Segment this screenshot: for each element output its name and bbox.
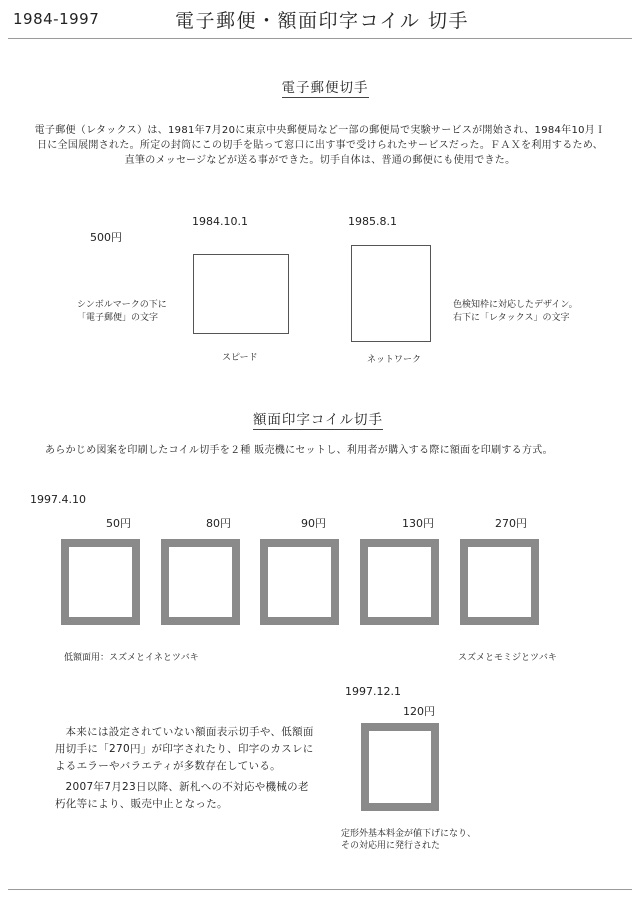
stamp-note-speed bbox=[77, 299, 167, 325]
value-label-120: 120円 bbox=[403, 705, 435, 718]
section-title-electronic-mail bbox=[5, 76, 640, 96]
stamp-frame-network bbox=[351, 245, 431, 342]
stamp-name-speed: スピード bbox=[222, 353, 258, 363]
value-label-80: 80円 bbox=[206, 517, 231, 530]
stamp-frame-120 bbox=[361, 723, 439, 811]
page-title: 電子郵便・額面印字コイル 切手 bbox=[175, 10, 469, 32]
value-label-130: 130円 bbox=[402, 517, 434, 530]
value-label-50: 50円 bbox=[106, 517, 131, 530]
denomination-label: 500円 bbox=[90, 231, 122, 244]
section-intro-coil-stamps: あらかじめ図案を印刷したコイル切手を２種 販売機にセットし、利用者が購入する際に額面を印刷する方式。 bbox=[45, 445, 553, 456]
note-line: 定形外基本料金が値下げになり、 bbox=[341, 829, 477, 839]
stamp-name-network: ネットワーク bbox=[367, 355, 422, 365]
footer-divider bbox=[8, 889, 632, 890]
section-intro-electronic-mail: 電子郵便（レタックス）は、1981年7月20に東京中央郵便局など一部の郵便局で実験サービスが開始され、1984年10月Ｉ日に全国展開された。所定の封筒にこの切手を貼って窓口に出す事で受けられたサービスだった。ＦＡＸを利用するため、直筆のメッセージなどが送る事ができた。切手自体は、普通の郵便にも使用できた。 bbox=[34, 125, 606, 166]
discontinuation-note: 2007年7月23日以降、新札への不対応や機械の老朽化等により、販売中止となった。 bbox=[55, 781, 309, 810]
stamp-frame-speed bbox=[193, 254, 289, 334]
value-label-270: 270円 bbox=[495, 517, 527, 530]
section-title-coil-stamps bbox=[0, 408, 638, 428]
stamp-frame-80 bbox=[161, 539, 240, 625]
header-divider bbox=[8, 38, 632, 39]
issue-date-coil-2: 1997.12.1 bbox=[345, 685, 401, 698]
note-line: 「電子郵便」の文字 bbox=[77, 313, 159, 323]
section-title-text: 額面印字コイル切手 bbox=[252, 412, 384, 428]
issue2-note bbox=[341, 828, 476, 852]
value-label-90: 90円 bbox=[301, 517, 326, 530]
stamp-frame-50 bbox=[61, 539, 140, 625]
note-line: その対応用に発行された bbox=[341, 841, 441, 851]
stamp-frame-90 bbox=[260, 539, 339, 625]
design-label-low-value: 低額面用：スズメとイネとツバキ bbox=[64, 653, 199, 663]
issue-date-coil-1: 1997.4.10 bbox=[30, 493, 86, 506]
stamp-frame-270 bbox=[460, 539, 539, 625]
note-line: シンボルマークの下に bbox=[77, 300, 167, 310]
stamp-note-network bbox=[453, 299, 578, 325]
stamp-frame-130 bbox=[360, 539, 439, 625]
design-label-high-value: スズメとモミジとツバキ bbox=[458, 653, 557, 663]
note-line: 右下に「レタックス」の文字 bbox=[453, 313, 570, 323]
issue-date-speed: 1984.10.1 bbox=[192, 215, 248, 228]
note-line: 色検知枠に対応したデザイン。 bbox=[453, 300, 578, 310]
header-years: 1984-1997 bbox=[13, 10, 100, 28]
issue-date-network: 1985.8.1 bbox=[348, 215, 397, 228]
section-title-text: 電子郵便切手 bbox=[281, 80, 369, 96]
errors-note: 本来には設定されていない額面表示切手や、低額面用切手に「270円」が印字されたり、印字のカスレによるエラーやバラエティが多数存在している。 bbox=[55, 726, 314, 772]
